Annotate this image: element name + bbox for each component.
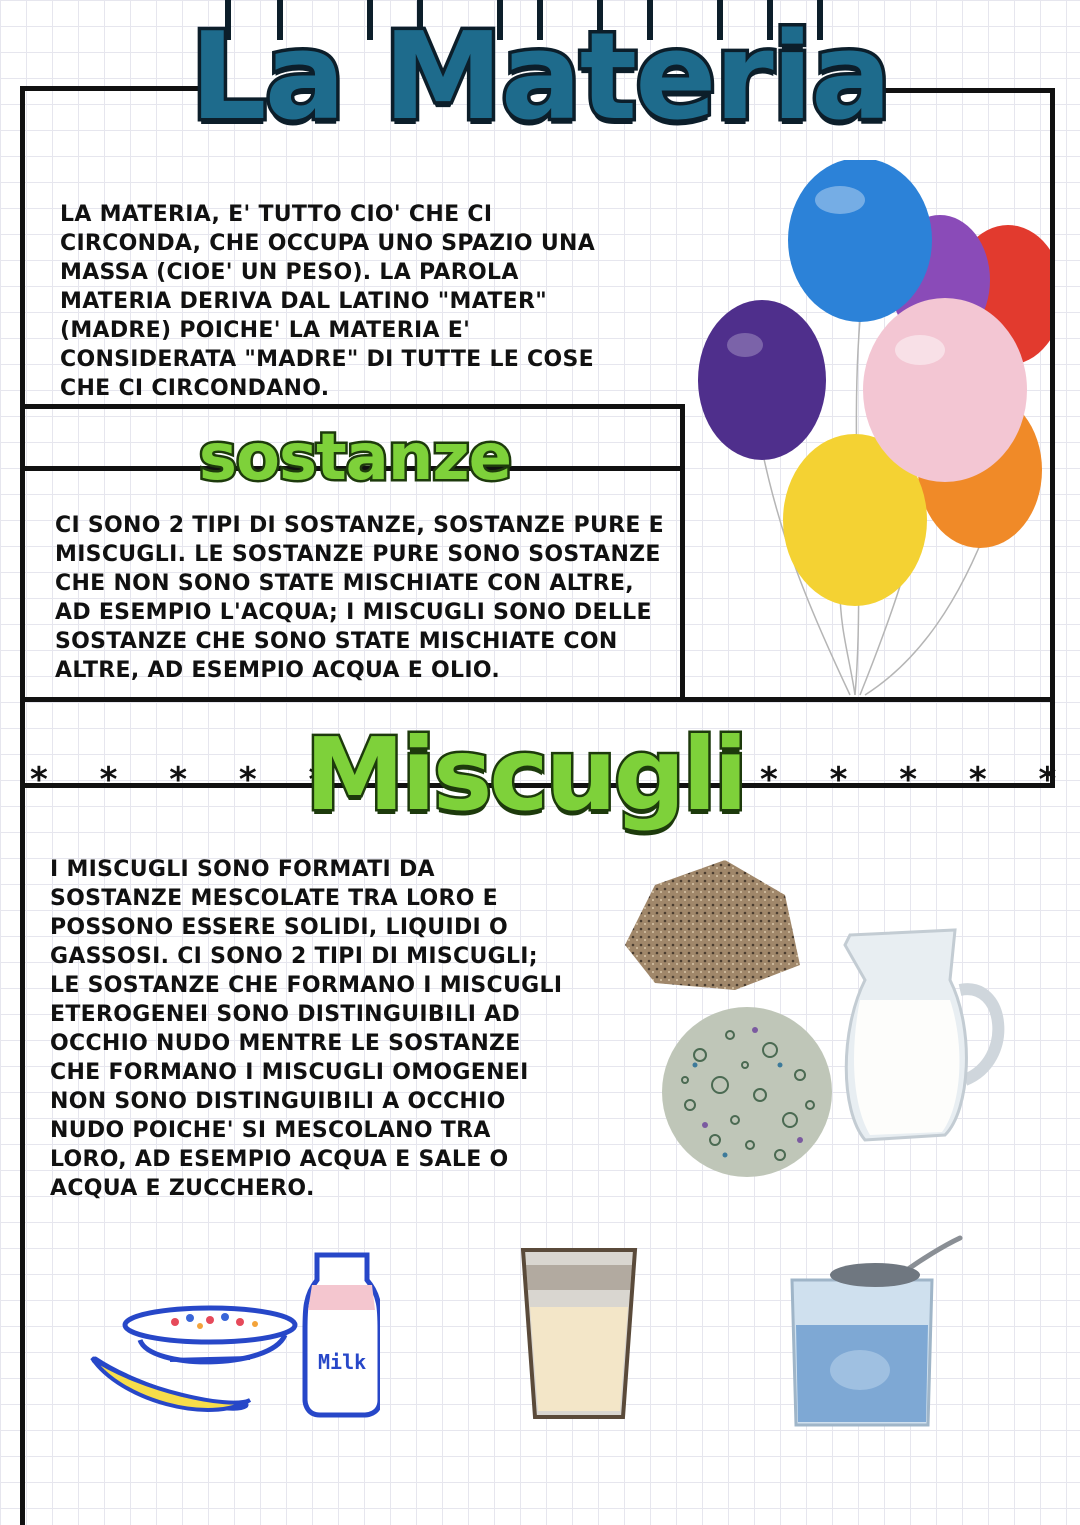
frame-divider-1	[20, 404, 684, 409]
intro-text: LA MATERIA, E' TUTTO CIO' CHE CI CIRCONDA, CHE OCCUPA UNO SPAZIO UNA MASSA (CIOE' UN PESO). LA PAROLA MATERIA DERIVA DAL LATINO "MATER" (MADRE) POICHE' LA MATERIA E' CONSIDERATA "MADRE" DI TUTTE LE COSE CHE CI CIRCONDANO.	[60, 202, 596, 401]
sostanze-text: CI SONO 2 TIPI DI SOSTANZE, SOSTANZE PURE E MISCUGLI. LE SOSTANZE PURE SONO SOSTANZE CHE NON SONO STATE MISCHIATE CON ALTRE, AD ESEMPIO L'ACQUA; I MISCUGLI SONO DELLE SOSTANZE CHE SONO STATE MISCHIATE CON ALTRE, AD ESEMPIO ACQUA E OLIO.	[55, 513, 664, 683]
sostanze-heading: sostanze	[198, 421, 512, 495]
water-spoon-image	[780, 1230, 965, 1430]
miscugli-heading: Miscugli	[305, 716, 745, 833]
frame-sostanze-right	[680, 404, 685, 699]
microscope-image	[660, 1005, 835, 1180]
milk-jug-image	[830, 920, 1010, 1150]
miscugli-text: I MISCUGLI SONO FORMATI DA SOSTANZE MESCOLATE TRA LORO E POSSONO ESSERE SOLIDI, LIQUIDI O GASSOSI. CI SONO 2 TIPI DI MISCUGLI; LE SOSTANZE CHE FORMANO I MISCUGLI ETEROGENEI SONO DISTINGUIBILI AD OCCHIO NUDO MENTRE LE SOSTANZE CHE FORMANO I MISCUGLI OMOGENEI NON SONO DISTINGUIBILI A OCCHIO NUDO POICHE' SI MESCOLANO TRA LORO, AD ESEMPIO ACQUA E SALE O ACQUA E ZUCCHERO.	[50, 857, 563, 1201]
frame-right	[1050, 88, 1055, 788]
frame-top-left	[20, 86, 210, 91]
page-title: La Materia	[190, 8, 890, 147]
stars-right: * * * * *	[760, 760, 1077, 800]
milk-label: Milk	[318, 1350, 367, 1374]
cereal-milk-image	[80, 1250, 380, 1420]
balloons-image	[690, 160, 1050, 700]
rock-image	[615, 855, 805, 995]
stars-left: * * * * *	[30, 760, 347, 800]
frame-left	[20, 86, 25, 1525]
glass-drink-image	[520, 1245, 638, 1425]
